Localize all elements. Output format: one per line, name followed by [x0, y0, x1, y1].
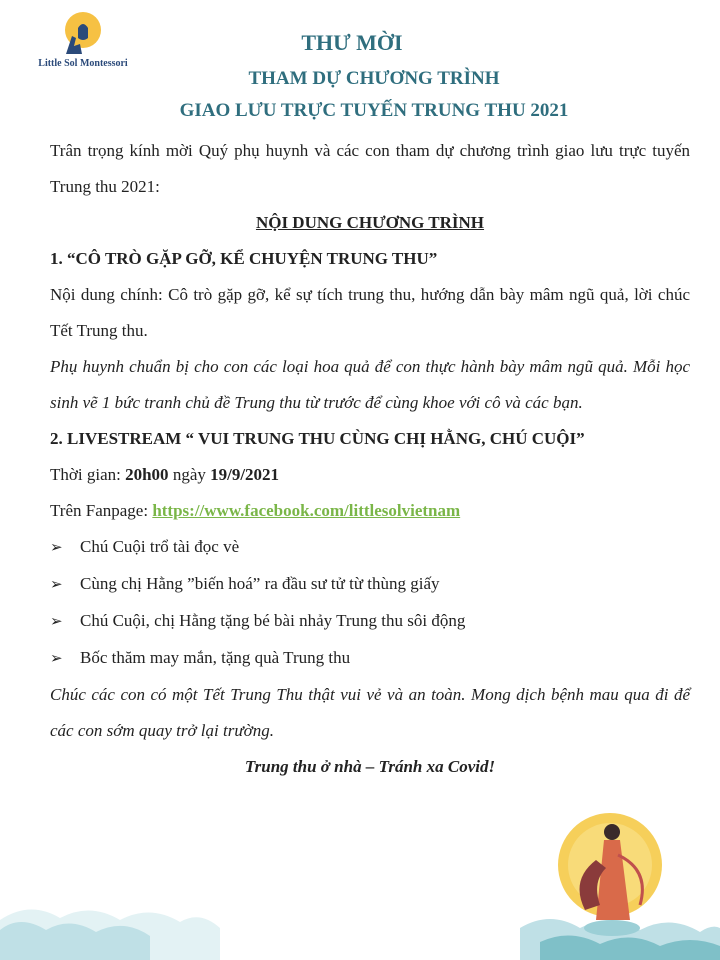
list-item-text: Cùng chị Hằng ”biến hoá” ra đầu sư tử từ thùng giấy	[80, 574, 440, 593]
fanpage-label: Trên Fanpage:	[50, 501, 153, 520]
part2-fanpage	[50, 493, 690, 529]
page-subtitle-1: THAM DỰ CHƯƠNG TRÌNH	[248, 68, 500, 89]
closing-paragraph: Chúc các con có một Tết Trung Thu thật vui vẻ và an toàn. Mong dịch bệnh mau qua đi để các con sớm quay trở lại trường.	[50, 685, 690, 740]
arrow-bullet-icon: ➢	[50, 577, 63, 593]
list-item	[50, 640, 690, 677]
time-label: Thời gian:	[50, 465, 126, 484]
list-item	[50, 603, 690, 640]
time-value: 20h00	[125, 465, 169, 484]
part2-time	[50, 457, 690, 493]
list-item-text: Chú Cuội trổ tài đọc vè	[80, 537, 240, 556]
arrow-bullet-icon: ➢	[50, 540, 63, 556]
arrow-bullet-icon: ➢	[50, 614, 63, 630]
list-item	[50, 566, 690, 603]
slogan: Trung thu ở nhà – Tránh xa Covid!	[244, 757, 496, 776]
list-item-text: Chú Cuội, chị Hằng tặng bé bài nhảy Trung thu sôi động	[80, 611, 466, 630]
part1-main-content: Nội dung chính: Cô trò gặp gỡ, kể sự tích trung thu, hướng dẫn bày mâm ngũ quả, lời chúc Tết Trung thu.	[50, 285, 690, 340]
arrow-bullet-icon: ➢	[50, 651, 63, 667]
footer-decoration	[0, 810, 720, 960]
list-item	[50, 529, 690, 566]
intro-paragraph: Trân trọng kính mời Quý phụ huynh và các con tham dự chương trình giao lưu trực tuyến Trung thu 2021:	[50, 141, 690, 196]
list-item-text: Bốc thăm may mắn, tặng quà Trung thu	[80, 648, 351, 667]
section-heading: NỘI DUNG CHƯƠNG TRÌNH	[255, 213, 485, 232]
logo-text: Little Sol Montessori	[38, 58, 128, 69]
page-title: THƯ MỜI	[301, 30, 403, 55]
fanpage-link[interactable]: https://www.facebook.com/littlesolvietnam	[152, 501, 461, 520]
date-label: ngày	[168, 465, 211, 484]
part1-heading: 1. “CÔ TRÒ GẶP GỠ, KỂ CHUYỆN TRUNG THU”	[50, 249, 438, 268]
letter-body	[50, 133, 690, 785]
page-subtitle-2: GIAO LƯU TRỰC TUYẾN TRUNG THU 2021	[179, 100, 569, 121]
part2-heading: 2. LIVESTREAM “ VUI TRUNG THU CÙNG CHỊ HẰNG, CHÚ CUỘI”	[50, 429, 585, 448]
date-value: 19/9/2021	[210, 465, 280, 484]
part1-note: Phụ huynh chuẩn bị cho con các loại hoa quả để con thực hành bày mâm ngũ quả. Mỗi học sinh vẽ 1 bức tranh chủ đề Trung thu từ trước để cùng khoe với cô và các bạn.	[50, 357, 690, 412]
